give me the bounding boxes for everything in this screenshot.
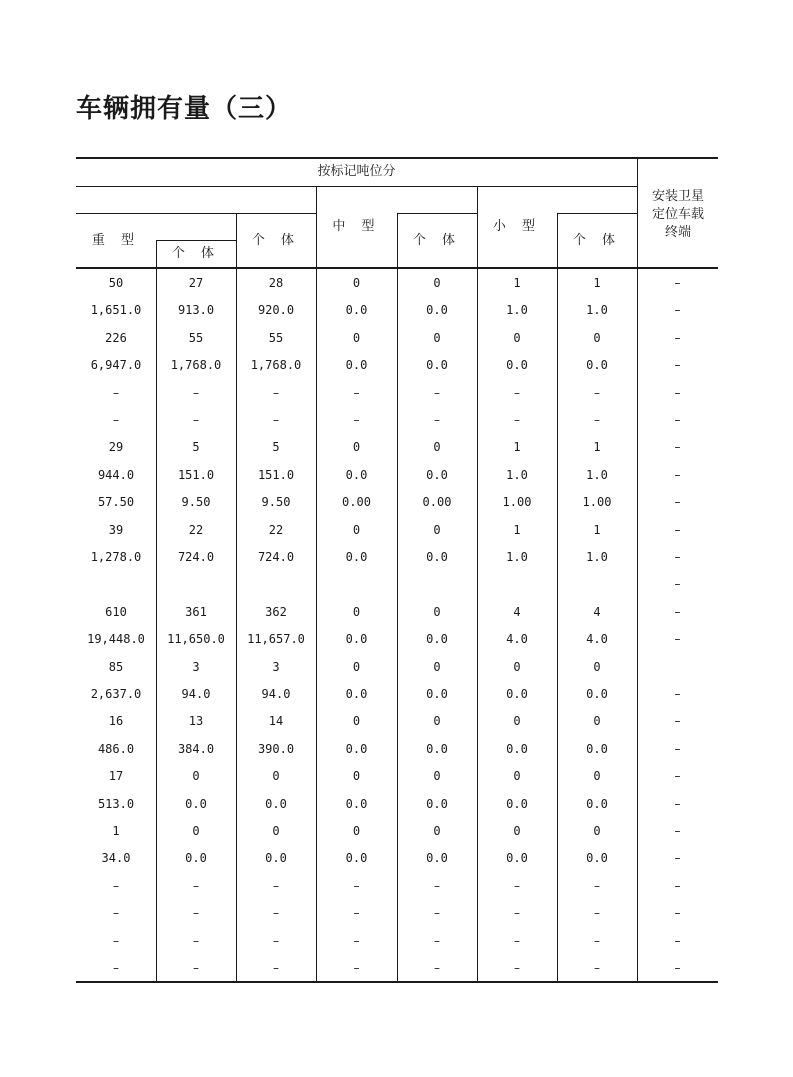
table-cell: 0 — [352, 440, 361, 454]
table-cell: 1 — [112, 824, 120, 838]
table-cell: 0.0 — [586, 687, 608, 701]
table-cell: 4 — [513, 605, 521, 619]
table-cell: – — [674, 797, 681, 811]
header-medium: 中 型 — [332, 219, 381, 234]
table-cell: 5 — [192, 440, 200, 454]
table-cell: – — [434, 386, 440, 400]
table-cell: – — [674, 851, 681, 865]
table-cell: – — [273, 413, 279, 427]
table-top-rule — [76, 157, 718, 159]
table-cell: 0.0 — [345, 550, 368, 564]
table-cell: 1 — [593, 276, 601, 290]
table-cell: 0 — [433, 605, 441, 619]
table-cell: 11,650.0 — [167, 632, 225, 646]
table-cell: 0 — [352, 660, 361, 674]
table-cell: – — [674, 687, 681, 701]
table-cell: 0.0 — [506, 742, 528, 756]
table-cell: 0 — [352, 276, 361, 290]
table-cell: 944.0 — [97, 468, 135, 482]
table-cell: 3 — [272, 660, 280, 674]
table-cell: 0.0 — [426, 468, 448, 482]
table-cell: 1.0 — [586, 303, 608, 317]
table-cell: 0 — [513, 660, 521, 674]
header-heavy-individual: 个 体 — [171, 246, 221, 261]
table-cell: 0 — [433, 824, 441, 838]
table-cell: 0 — [433, 523, 441, 537]
table-cell: 0 — [433, 440, 441, 454]
table-cell: 27 — [188, 276, 204, 290]
table-cell: 4 — [593, 605, 601, 619]
table-cell: 1 — [513, 523, 521, 537]
table-cell: – — [594, 934, 600, 948]
table-cell: 913.0 — [177, 303, 215, 317]
table-cell: – — [434, 879, 440, 893]
table-cell: – — [273, 934, 279, 948]
table-cell: 610 — [105, 605, 127, 619]
table-cell: 1.00 — [502, 495, 532, 509]
table-cell: – — [434, 906, 440, 920]
table-cell: 0 — [352, 824, 361, 838]
table-cell: – — [674, 577, 681, 591]
table-cell: 16 — [108, 714, 124, 728]
table-cell: 0.0 — [345, 632, 368, 646]
table-cell: 0 — [513, 331, 521, 345]
table-cell: 0 — [192, 769, 200, 783]
table-cell: 2,637.0 — [90, 687, 142, 701]
table-cell: – — [434, 413, 440, 427]
table-cell: – — [674, 386, 681, 400]
table-cell: 0 — [593, 824, 601, 838]
table-cell: 0.0 — [426, 851, 448, 865]
table-cell: 724.0 — [257, 550, 295, 564]
table-cell: 0 — [352, 714, 361, 728]
column-divider — [637, 269, 638, 981]
table-cell: 0.0 — [586, 358, 608, 372]
table-cell: – — [434, 934, 440, 948]
table-cell: – — [353, 879, 360, 893]
table-cell: – — [674, 906, 681, 920]
table-cell: 0 — [593, 660, 601, 674]
table-cell: 0.0 — [426, 550, 448, 564]
table-cell: 0.0 — [345, 742, 368, 756]
table-cell: 0 — [433, 276, 441, 290]
table-cell: 0.0 — [506, 687, 528, 701]
table-cell: 0.0 — [345, 851, 368, 865]
column-divider — [557, 269, 558, 981]
table-cell: – — [674, 824, 681, 838]
table-cell: 0.0 — [426, 742, 448, 756]
column-divider — [397, 269, 398, 981]
table-cell: 0.0 — [426, 687, 448, 701]
table-cell: 94.0 — [181, 687, 211, 701]
table-cell: 39 — [108, 523, 124, 537]
table-cell: – — [514, 961, 520, 975]
table-cell: 28 — [268, 276, 284, 290]
table-cell: 17 — [108, 769, 124, 783]
table-cell: – — [674, 605, 681, 619]
table-cell: – — [113, 386, 119, 400]
page-title: 车辆拥有量（三） — [76, 94, 293, 124]
table-cell: – — [353, 934, 360, 948]
table-cell: 13 — [188, 714, 204, 728]
table-cell: – — [353, 413, 360, 427]
header-heavy: 重 型 — [91, 233, 141, 248]
table-cell: 0 — [513, 769, 521, 783]
table-cell: – — [594, 413, 600, 427]
table-cell: – — [113, 961, 119, 975]
header-heavy-individual-2: 个 体 — [251, 233, 301, 248]
table-cell: 0 — [272, 769, 280, 783]
table-cell: 513.0 — [97, 797, 135, 811]
table-cell: 0 — [513, 824, 521, 838]
table-cell: – — [594, 906, 600, 920]
table-cell: – — [514, 879, 520, 893]
table-cell: 0 — [433, 769, 441, 783]
header-medium-individual: 个 体 — [412, 233, 462, 248]
table-cell: 0.0 — [586, 742, 608, 756]
table-cell: – — [514, 906, 520, 920]
table-cell: 0 — [593, 714, 601, 728]
table-cell: 0.0 — [185, 851, 207, 865]
table-cell: – — [594, 879, 600, 893]
table-cell: 0 — [593, 331, 601, 345]
table-cell: 29 — [108, 440, 124, 454]
column-divider — [477, 269, 478, 981]
table-cell: 5 — [272, 440, 280, 454]
table-cell: 0.00 — [422, 495, 452, 509]
table-cell: – — [353, 386, 360, 400]
column-divider — [316, 269, 317, 981]
table-cell: – — [594, 961, 600, 975]
table-cell: 920.0 — [257, 303, 295, 317]
table-cell: 55 — [268, 331, 284, 345]
table-cell: – — [273, 879, 279, 893]
header-tonnage-group: 按标记吨位分 — [317, 164, 396, 179]
table-cell: 0 — [192, 824, 200, 838]
table-cell: 55 — [188, 331, 204, 345]
header-divider — [397, 213, 477, 214]
table-cell: 0.0 — [506, 358, 528, 372]
table-cell: 0.0 — [265, 851, 287, 865]
table-cell: – — [674, 276, 681, 290]
table-cell: 0 — [433, 714, 441, 728]
table-cell: 1.0 — [586, 468, 608, 482]
table-cell: 390.0 — [257, 742, 295, 756]
table-cell: 50 — [108, 276, 124, 290]
table-cell: 6,947.0 — [90, 358, 142, 372]
table-cell: 1.0 — [506, 303, 528, 317]
table-cell: 1 — [593, 523, 601, 537]
table-cell: – — [434, 961, 440, 975]
table-cell: – — [273, 906, 279, 920]
table-cell: – — [113, 413, 119, 427]
table-cell: 226 — [105, 331, 127, 345]
table-cell: 4.0 — [506, 632, 528, 646]
table-cell: 0.0 — [345, 303, 368, 317]
table-cell: 0 — [513, 714, 521, 728]
table-cell: – — [193, 906, 199, 920]
table-cell: 0 — [352, 331, 361, 345]
table-cell: 0.0 — [426, 797, 448, 811]
table-cell: 22 — [188, 523, 204, 537]
header-small: 小 型 — [492, 219, 542, 234]
table-cell: 0.0 — [345, 468, 368, 482]
table-cell: 361 — [185, 605, 207, 619]
table-cell: 0.0 — [426, 358, 448, 372]
table-cell: 384.0 — [177, 742, 215, 756]
table-cell: – — [113, 879, 119, 893]
table-cell: 1,768.0 — [250, 358, 302, 372]
table-cell: – — [193, 386, 199, 400]
header-divider — [76, 213, 316, 214]
table-cell: – — [353, 961, 360, 975]
table-cell: 0.0 — [345, 797, 368, 811]
table-cell: 85 — [108, 660, 124, 674]
table-cell: 1,651.0 — [90, 303, 142, 317]
table-cell: – — [674, 961, 681, 975]
table-cell: 1,278.0 — [90, 550, 142, 564]
table-cell: 1.0 — [506, 468, 528, 482]
table-cell: – — [674, 413, 681, 427]
table-cell: 4.0 — [586, 632, 608, 646]
table-cell: – — [674, 303, 681, 317]
table-cell: 0 — [433, 331, 441, 345]
table-cell: – — [113, 934, 119, 948]
table-cell: – — [674, 632, 681, 646]
table-bottom-rule — [76, 981, 718, 983]
table-cell: 151.0 — [257, 468, 295, 482]
table-cell: 0.0 — [506, 851, 528, 865]
table-cell: – — [193, 934, 199, 948]
table-cell: 19,448.0 — [87, 632, 145, 646]
table-cell: 0.0 — [426, 303, 448, 317]
header-gps-terminal: 安装卫星定位车载终端 — [651, 189, 704, 240]
table-cell: 1 — [513, 276, 521, 290]
table-cell: 0.0 — [185, 797, 207, 811]
header-divider — [637, 159, 638, 267]
table-cell: – — [514, 386, 520, 400]
table-cell: – — [674, 495, 681, 509]
table-cell: 0.0 — [506, 797, 528, 811]
table-cell: 9.50 — [261, 495, 291, 509]
table-cell: – — [273, 961, 279, 975]
table-cell: – — [674, 769, 681, 783]
table-cell: 0 — [433, 660, 441, 674]
table-cell: 0 — [352, 523, 361, 537]
table-cell: – — [193, 879, 199, 893]
table-cell: 0.0 — [586, 797, 608, 811]
table-cell: 9.50 — [181, 495, 211, 509]
table-cell: 151.0 — [177, 468, 215, 482]
table-cell: 57.50 — [97, 495, 135, 509]
table-cell: 3 — [192, 660, 200, 674]
table-cell: 14 — [268, 714, 284, 728]
table-cell: – — [674, 879, 681, 893]
table-cell: 0.0 — [345, 358, 368, 372]
table-cell: 486.0 — [97, 742, 135, 756]
table-cell: 1.0 — [506, 550, 528, 564]
column-divider — [236, 269, 237, 981]
table-cell: 724.0 — [177, 550, 215, 564]
table-cell: 1.00 — [582, 495, 612, 509]
table-cell: – — [674, 468, 681, 482]
table-cell: 0.0 — [345, 687, 368, 701]
table-cell: – — [273, 386, 279, 400]
header-divider — [76, 186, 637, 187]
table-cell: 0.0 — [426, 632, 448, 646]
table-cell: 1 — [513, 440, 521, 454]
table-cell: – — [674, 742, 681, 756]
table-cell: – — [674, 934, 681, 948]
table-cell: 1.0 — [586, 550, 608, 564]
table-cell: – — [594, 386, 600, 400]
header-divider — [557, 213, 637, 214]
table-cell: 34.0 — [101, 851, 131, 865]
table-cell: – — [674, 331, 681, 345]
table-cell: 0 — [593, 769, 601, 783]
table-cell: – — [674, 523, 681, 537]
header-small-individual: 个 体 — [572, 233, 622, 248]
table-cell: 0.00 — [342, 495, 371, 509]
table-cell: 362 — [265, 605, 287, 619]
table-cell: 0 — [272, 824, 280, 838]
table-cell: 0 — [352, 605, 361, 619]
table-cell: – — [674, 714, 681, 728]
table-cell: – — [674, 550, 681, 564]
table-cell: – — [193, 413, 199, 427]
table-cell: – — [674, 440, 681, 454]
table-cell: – — [674, 358, 681, 372]
table-cell: 0.0 — [265, 797, 287, 811]
table-cell: – — [514, 413, 520, 427]
table-cell: 1,768.0 — [170, 358, 222, 372]
table-cell: – — [353, 906, 360, 920]
table-cell: – — [514, 934, 520, 948]
table-cell: 11,657.0 — [247, 632, 305, 646]
header-divider — [156, 240, 236, 241]
table-cell: – — [113, 906, 119, 920]
table-cell: – — [193, 961, 199, 975]
table-cell: 22 — [268, 523, 284, 537]
table-cell: 94.0 — [261, 687, 291, 701]
table-cell: 0 — [352, 769, 361, 783]
table-cell: 0.0 — [586, 851, 608, 865]
table-cell: 1 — [593, 440, 601, 454]
